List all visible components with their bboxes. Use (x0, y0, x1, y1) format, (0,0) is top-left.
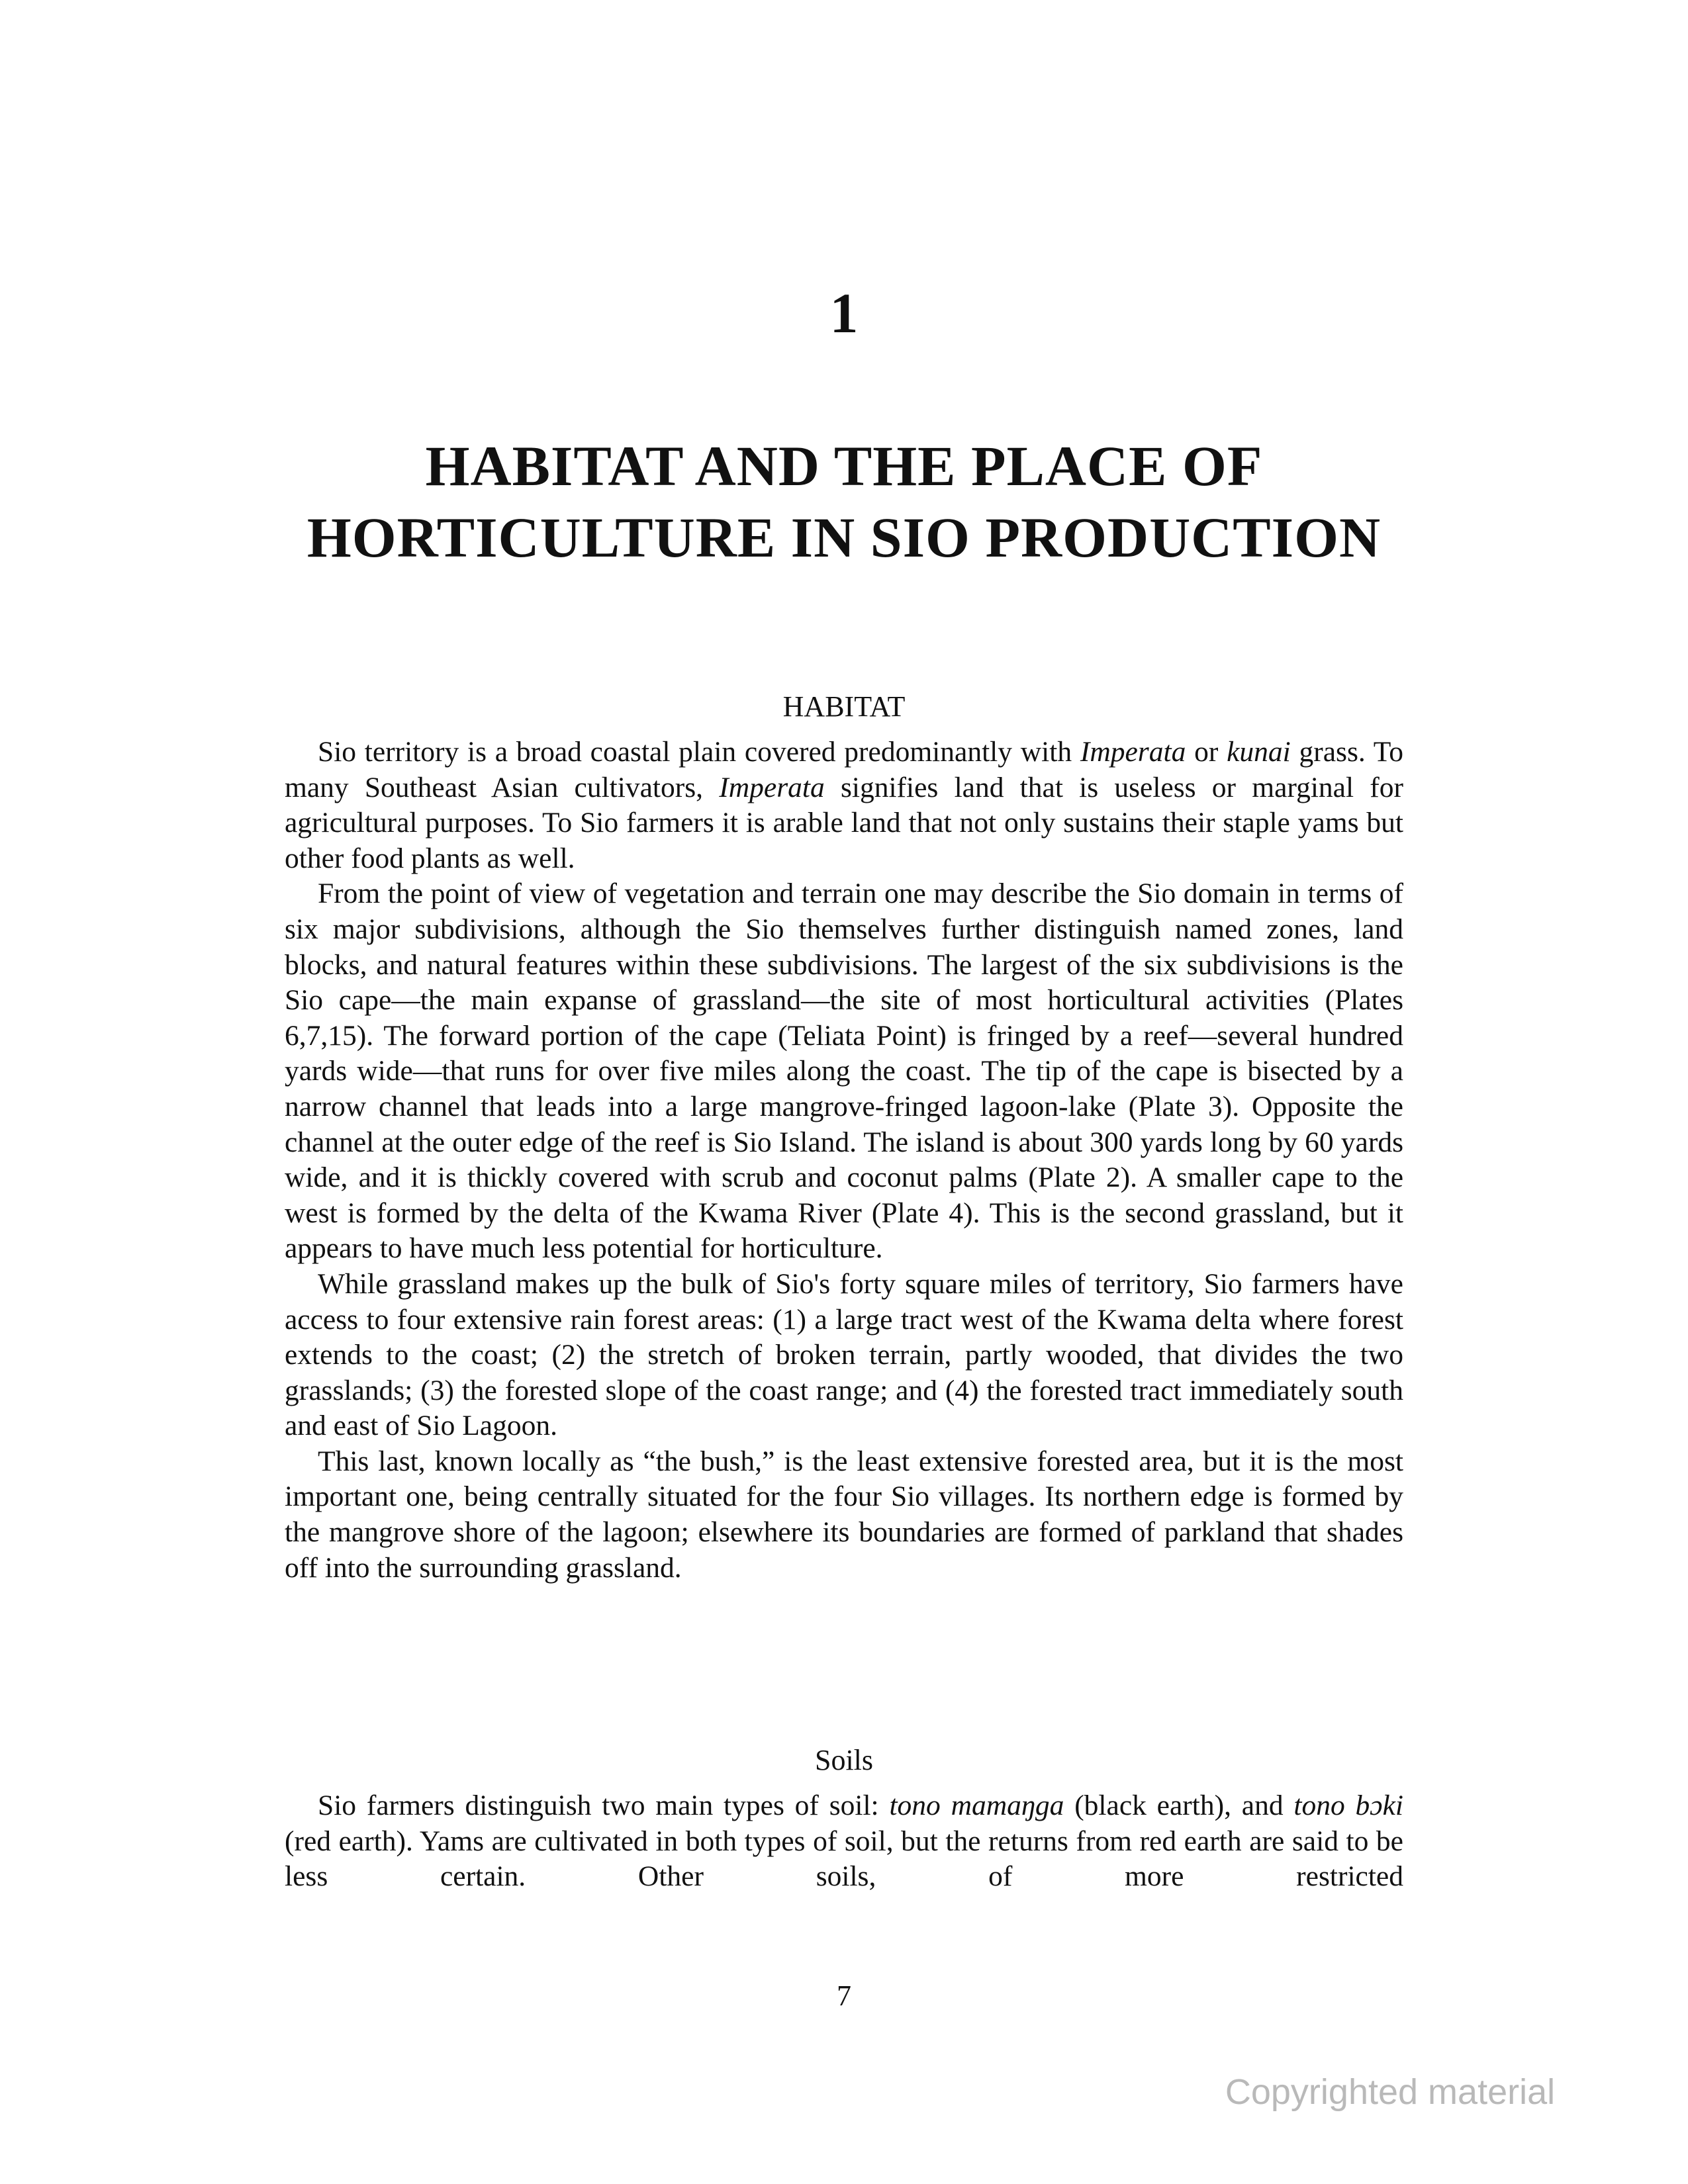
chapter-title (199, 430, 1489, 573)
chapter-title-line-2: HORTICULTURE IN SIO PRODUCTION (306, 506, 1382, 569)
chapter-number: 1 (829, 281, 859, 345)
italic-term: tono bɔki (1293, 1790, 1403, 1821)
soils-body (285, 1788, 1403, 1895)
copyright-watermark: Copyrighted material (1225, 2072, 1556, 2112)
italic-term: kunai (1227, 736, 1291, 768)
habitat-paragraph-1: Sio territory is a broad coastal plain covered predominantly with Imperata or kunai grass. To many Southeast Asian cultivators, Imperata signifies land that is useless or marginal for agricultural purposes. To Sio farmers it is arable land that not only sustains their staple yams but other food plants as well. (285, 736, 1404, 874)
habitat-paragraph-4: This last, known locally as “the bush,” is the least extensive forested area, but it is the most important one, being centrally situated for the four Sio villages. Its northern edge is formed by the mangrove shore of the lagoon; elsewhere its boundaries are formed of parkland that shades off into the surrounding grassland. (285, 1445, 1403, 1584)
soils-paragraph-1: Sio farmers distinguish two main types of soil: tono mamaŋga (black earth), and tono bɔki (red earth). Yams are cultivated in both types of soil, but the returns from red earth are said to be less certain. Other soils, of more restricted (285, 1790, 1403, 1893)
page-number: 7 (837, 1979, 851, 2012)
chapter-title-line-1: HABITAT AND THE PLACE OF (425, 434, 1263, 498)
habitat-paragraph-2: From the point of view of vegetation and terrain one may describe the Sio domain in terms of six major subdivisions, although the Sio themselves further distinguish named zones, land blocks, and natural features within these subdivisions. The largest of the six subdivisions is the Sio cape—the main expanse of grassland—the site of most horticultural activities (Plates 6,7,15). The forward portion of the cape (Teliata Point) is fringed by a reef—several hundred yards wide—that runs for over five miles along the coast. The tip of the cape is bisected by a narrow channel that leads into a large mangrove-fringed lagoon-lake (Plate 3). Opposite the channel at the outer edge of the reef is Sio Island. The island is about 300 yards long by 60 yards wide, and it is thickly covered with scrub and coconut palms (Plate 2). A smaller cape to the west is formed by the delta of the Kwama River (Plate 4). This is the second grassland, but it appears to have much less potential for horticulture. (285, 878, 1403, 1265)
section-heading-habitat: HABITAT (782, 690, 906, 723)
italic-term: Imperata (719, 771, 825, 803)
italic-term: Imperata (1080, 736, 1186, 768)
habitat-paragraph-3: While grassland makes up the bulk of Sio's forty square miles of territory, Sio farmers have access to four extensive rain forest areas: (1) a large tract west of the Kwama delta where forest extends to the coast; (2) the stretch of broken terrain, partly wooded, that divides the two grasslands; (3) the forested slope of the coast range; and (4) the forested tract immediately south and east of Sio Lagoon. (285, 1267, 1403, 1442)
habitat-body (285, 735, 1403, 1586)
section-heading-soils: Soils (814, 1744, 874, 1776)
italic-term: tono mamaŋga (889, 1790, 1064, 1821)
